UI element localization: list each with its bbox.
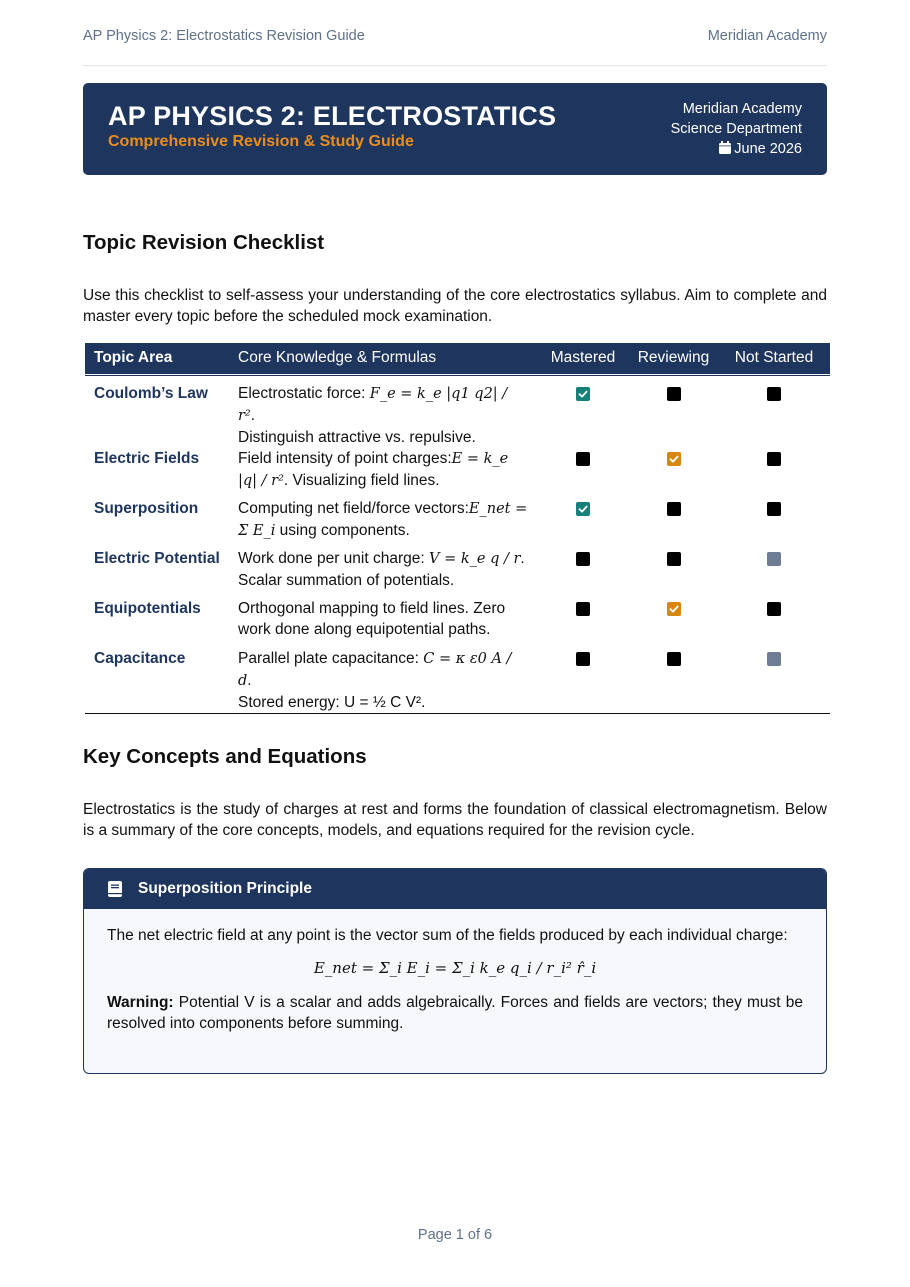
callout-title: Superposition Principle bbox=[138, 880, 312, 897]
status-checkbox-checked[interactable] bbox=[767, 652, 781, 666]
description-formula: V = k_e q / r bbox=[429, 551, 521, 567]
status-checkbox-checked[interactable] bbox=[576, 502, 590, 516]
equation-text: E_net = Σ_i E_i = Σ_i k_e q_i / r_i² r̂_i bbox=[313, 959, 597, 977]
topic-name: Coulomb’s Law bbox=[94, 385, 208, 402]
table-header-row bbox=[85, 343, 830, 374]
status-checkbox-checked[interactable] bbox=[667, 602, 681, 616]
status-cell-not-started[interactable] bbox=[718, 598, 830, 648]
description-formula: F_e = k_e |q1 q2| / r² bbox=[238, 386, 508, 424]
topic-description bbox=[229, 598, 537, 648]
description-text-b: . bbox=[250, 407, 256, 424]
topic-name: Electric Fields bbox=[94, 450, 200, 467]
school-name: Meridian Academy bbox=[682, 101, 802, 117]
superposition-callout bbox=[83, 868, 827, 1074]
description-formula: E_net = Σ E_i bbox=[238, 501, 528, 539]
page-number: Page 1 of 6 bbox=[417, 1227, 493, 1243]
status-cell-mastered[interactable] bbox=[537, 448, 629, 498]
running-header-school: Meridian Academy bbox=[707, 28, 827, 44]
check-icon bbox=[668, 603, 680, 615]
check-icon bbox=[577, 503, 589, 515]
status-cell-not-started[interactable] bbox=[718, 648, 830, 714]
status-checkbox-empty[interactable] bbox=[767, 387, 781, 401]
status-checkbox-empty[interactable] bbox=[576, 652, 590, 666]
description-text-a: Work done per unit charge: bbox=[238, 550, 429, 567]
topic-description bbox=[229, 448, 537, 498]
table-row bbox=[85, 374, 830, 448]
status-checkbox-checked[interactable] bbox=[576, 387, 590, 401]
running-header-title: AP Physics 2: Electrostatics Revision Guide bbox=[83, 28, 365, 44]
topic-name: Capacitance bbox=[85, 648, 229, 714]
status-checkbox-empty[interactable] bbox=[576, 552, 590, 566]
superposition-equation bbox=[107, 952, 803, 984]
table-row bbox=[85, 448, 830, 498]
status-cell-reviewing[interactable] bbox=[629, 374, 718, 448]
banner-meta bbox=[671, 99, 802, 175]
topic-name: Electric Potential bbox=[94, 550, 220, 567]
status-cell-mastered[interactable] bbox=[537, 598, 629, 648]
concepts-intro: Electrostatics is the study of charges at rest and forms the foundation of classical electromagnetism. Below is a summary of the core concepts, models, and equations required for the revision cycle. bbox=[83, 801, 827, 839]
status-checkbox-empty[interactable] bbox=[576, 602, 590, 616]
table-row bbox=[85, 598, 830, 648]
header-mastered: Mastered bbox=[537, 343, 629, 374]
revision-checklist-table bbox=[85, 343, 830, 714]
check-icon bbox=[577, 388, 589, 400]
document-subtitle: Comprehensive Revision & Study Guide bbox=[108, 133, 414, 150]
check-icon bbox=[668, 453, 680, 465]
topic-description bbox=[229, 648, 537, 714]
date-line bbox=[671, 139, 802, 159]
status-checkbox-empty[interactable] bbox=[667, 387, 681, 401]
status-cell-reviewing[interactable] bbox=[629, 448, 718, 498]
status-checkbox-empty[interactable] bbox=[667, 652, 681, 666]
description-text-c: Distinguish attractive vs. repulsive. bbox=[238, 429, 476, 446]
description-text-b: using components. bbox=[275, 522, 410, 539]
status-cell-not-started[interactable] bbox=[718, 448, 830, 498]
description-text-b: . Visualizing field lines. bbox=[283, 472, 440, 489]
status-cell-mastered[interactable] bbox=[537, 498, 629, 548]
description-text-c: Stored energy: U = ½ C V². bbox=[238, 694, 426, 711]
table-row bbox=[85, 548, 830, 598]
description-text-c: Scalar summation of potentials. bbox=[238, 572, 455, 589]
status-checkbox-empty[interactable] bbox=[667, 552, 681, 566]
status-cell-not-started[interactable] bbox=[718, 498, 830, 548]
topic-name: Superposition bbox=[94, 500, 199, 517]
header-reviewing: Reviewing bbox=[629, 343, 718, 374]
description-text-a: Electrostatic force: bbox=[238, 385, 370, 402]
status-cell-not-started[interactable] bbox=[718, 548, 830, 598]
concepts-heading: Key Concepts and Equations bbox=[83, 745, 367, 768]
title-banner bbox=[83, 83, 827, 175]
description-formula: C = κ ε0 A / d bbox=[238, 651, 512, 689]
description-formula: E = k_e |q| / r² bbox=[238, 451, 509, 489]
description-text-b: . bbox=[247, 672, 252, 689]
checklist-intro: Use this checklist to self-assess your understanding of the core electrostatics syllabus. Aim to complete and master every topic before the scheduled mock examination. bbox=[83, 287, 827, 325]
status-checkbox-checked[interactable] bbox=[667, 452, 681, 466]
topic-description bbox=[229, 374, 537, 448]
topic-name: Equipotentials bbox=[94, 600, 201, 617]
status-checkbox-empty[interactable] bbox=[767, 602, 781, 616]
running-header bbox=[83, 28, 827, 66]
description-text-a: Orthogonal mapping to field lines. Zero work done along equipotential paths. bbox=[238, 600, 506, 638]
department-name: Science Department bbox=[670, 121, 802, 137]
description-text-a: Parallel plate capacitance: bbox=[238, 650, 424, 667]
warning-text: Potential V is a scalar and adds algebraically. Forces and fields are vectors; they must be resolved into components before summing. bbox=[107, 994, 803, 1032]
status-checkbox-checked[interactable] bbox=[767, 552, 781, 566]
topic-description bbox=[229, 548, 537, 598]
status-cell-reviewing[interactable] bbox=[629, 648, 718, 714]
document-title: AP PHYSICS 2: ELECTROSTATICS bbox=[108, 101, 557, 131]
callout-header bbox=[84, 869, 826, 909]
table-row bbox=[85, 648, 830, 714]
status-cell-mastered[interactable] bbox=[537, 374, 629, 448]
status-cell-mastered[interactable] bbox=[537, 548, 629, 598]
status-cell-reviewing[interactable] bbox=[629, 598, 718, 648]
description-text-a: Field intensity of point charges: bbox=[238, 450, 452, 467]
topic-description bbox=[229, 498, 537, 548]
description-text-a: Computing net field/force vectors: bbox=[238, 500, 469, 517]
status-checkbox-empty[interactable] bbox=[576, 452, 590, 466]
table-row bbox=[85, 498, 830, 548]
status-cell-not-started[interactable] bbox=[718, 374, 830, 448]
status-checkbox-empty[interactable] bbox=[767, 502, 781, 516]
calendar-icon bbox=[719, 141, 731, 154]
description-text-b: . bbox=[520, 550, 525, 567]
status-cell-reviewing[interactable] bbox=[629, 498, 718, 548]
warning-label: Warning: bbox=[107, 994, 174, 1011]
checklist-heading: Topic Revision Checklist bbox=[83, 231, 325, 254]
header-topic-area: Topic Area bbox=[85, 343, 229, 374]
status-checkbox-empty[interactable] bbox=[667, 502, 681, 516]
status-cell-reviewing[interactable] bbox=[629, 548, 718, 598]
status-checkbox-empty[interactable] bbox=[767, 452, 781, 466]
callout-warning bbox=[107, 992, 803, 1034]
status-cell-mastered[interactable] bbox=[537, 648, 629, 714]
callout-body bbox=[84, 909, 826, 1034]
callout-text: The net electric field at any point is the vector sum of the fields produced by each individual charge: bbox=[107, 927, 788, 944]
document-date: June 2026 bbox=[734, 141, 802, 157]
header-not-started: Not Started bbox=[718, 343, 830, 374]
header-core-knowledge: Core Knowledge & Formulas bbox=[229, 343, 537, 374]
book-icon bbox=[108, 881, 122, 897]
